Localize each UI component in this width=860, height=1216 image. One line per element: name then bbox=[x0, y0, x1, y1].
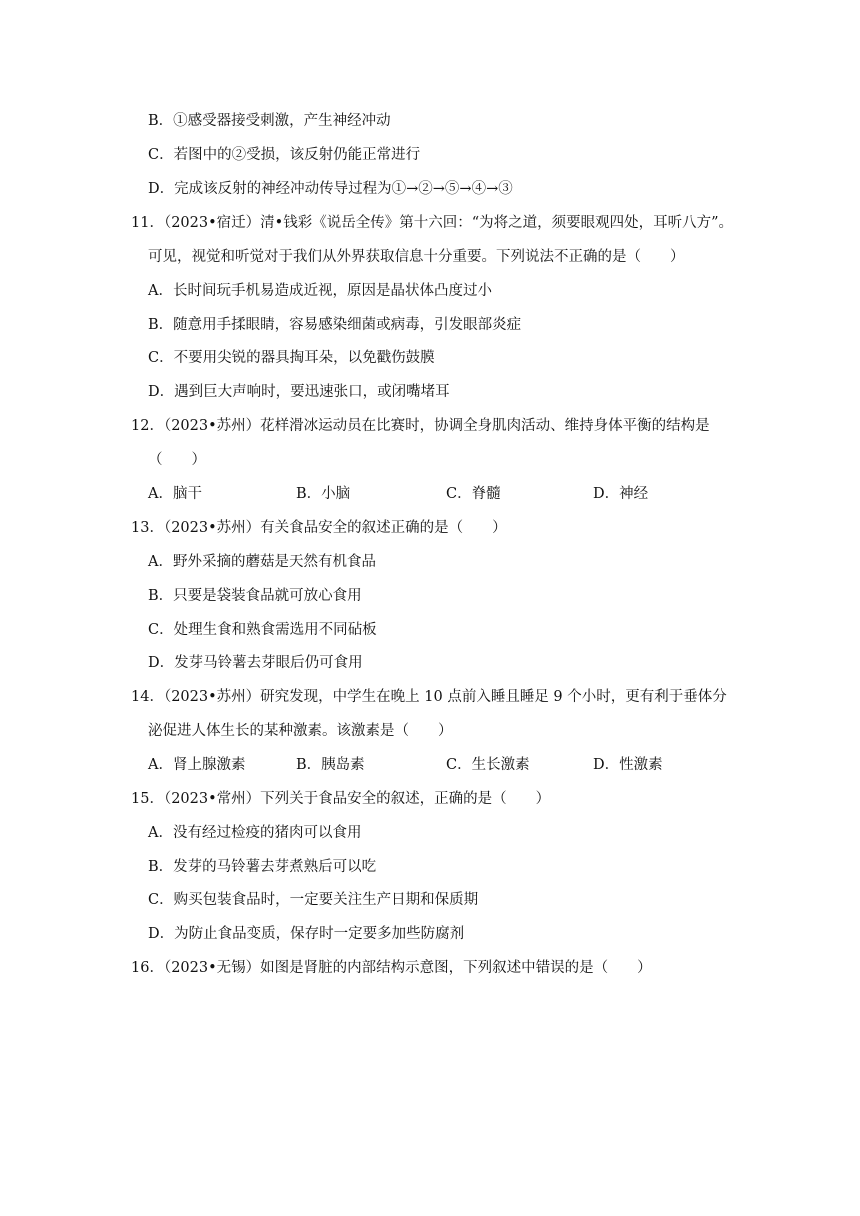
q10-option-b: B．①感受器接受刺激，产生神经冲动 bbox=[148, 113, 391, 129]
q11-option-d: D．遇到巨大声响时，要迅速张口，或闭嘴堵耳 bbox=[148, 384, 450, 400]
q14-option-c: C．生长激素 bbox=[446, 757, 530, 773]
q15-option-d: D．为防止食品变质，保存时一定要多加些防腐剂 bbox=[148, 926, 465, 942]
q10-option-d: D．完成该反射的神经冲动传导过程为①→②→⑤→④→③ bbox=[148, 181, 513, 197]
q13-stem: 13．（2023•苏州）有关食品安全的叙述正确的是（ ） bbox=[131, 520, 507, 536]
q12-option-d: D．神经 bbox=[593, 486, 649, 502]
q12-option-c: C．脊髓 bbox=[446, 486, 501, 502]
q12-stem-line2: （ ） bbox=[148, 452, 206, 468]
q14-option-a: A．肾上腺激素 bbox=[148, 757, 246, 773]
q14-stem-line1: 14．（2023•苏州）研究发现，中学生在晚上 10 点前入睡且睡足 9 个小时，更有利于垂体分 bbox=[131, 689, 727, 705]
q13-option-d: D．发芽马铃薯去芽眼后仍可食用 bbox=[148, 655, 363, 671]
q11-stem-line2: 可见，视觉和听觉对于我们从外界获取信息十分重要。下列说法不正确的是（ ） bbox=[148, 249, 685, 265]
q13-option-a: A．野外采摘的蘑菇是天然有机食品 bbox=[148, 554, 376, 570]
q13-option-b: B．只要是袋装食品就可放心食用 bbox=[148, 588, 362, 604]
q11-stem-line1: 11．（2023•宿迁）清•钱彩《说岳全传》第十六回：“为将之道，须要眼观四处，耳听八方”。 bbox=[131, 215, 734, 231]
q15-option-a: A．没有经过检疫的猪肉可以食用 bbox=[148, 825, 362, 841]
q16-stem: 16．（2023•无锡）如图是肾脏的内部结构示意图，下列叙述中错误的是（ ） bbox=[131, 960, 652, 976]
q10-option-c: C．若图中的②受损，该反射仍能正常进行 bbox=[148, 147, 421, 163]
q12-option-b: B．小脑 bbox=[296, 486, 351, 502]
q11-option-b: B．随意用手揉眼睛，容易感染细菌或病毒，引发眼部炎症 bbox=[148, 317, 522, 333]
q15-stem: 15．（2023•常州）下列关于食品安全的叙述，正确的是（ ） bbox=[131, 791, 551, 807]
q13-option-c: C．处理生食和熟食需选用不同砧板 bbox=[148, 622, 377, 638]
q14-option-d: D．性激素 bbox=[593, 757, 663, 773]
q11-option-c: C．不要用尖锐的器具掏耳朵，以免戳伤鼓膜 bbox=[148, 350, 435, 366]
q15-option-c: C．购买包装食品时，一定要关注生产日期和保质期 bbox=[148, 892, 479, 908]
q12-stem-line1: 12．（2023•苏州）花样滑冰运动员在比赛时，协调全身肌肉活动、维持身体平衡的结构是 bbox=[131, 418, 710, 434]
q12-option-a: A．脑干 bbox=[148, 486, 202, 502]
q14-stem-line2: 泌促进人体生长的某种激素。该激素是（ ） bbox=[148, 723, 453, 739]
q11-option-a: A．长时间玩手机易造成近视，原因是晶状体凸度过小 bbox=[148, 283, 492, 299]
q14-option-b: B．胰岛素 bbox=[296, 757, 365, 773]
q15-option-b: B．发芽的马铃薯去芽煮熟后可以吃 bbox=[148, 859, 377, 875]
